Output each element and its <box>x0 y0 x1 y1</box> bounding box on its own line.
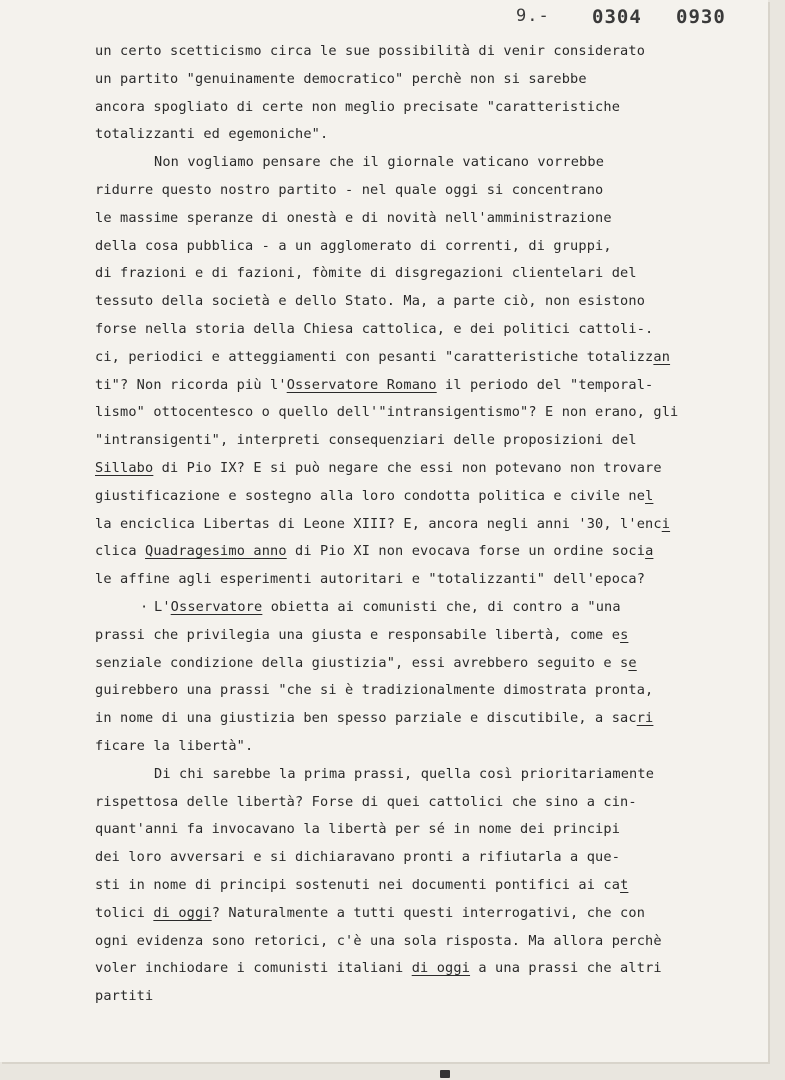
line-text: tessuto della società e dello Stato. Ma, a parte ciò, non esistono <box>95 293 646 310</box>
text-line <box>95 455 763 483</box>
text-line <box>95 622 763 650</box>
text-line <box>95 94 763 122</box>
archive-code-a: 0304 <box>592 6 642 28</box>
line-text: un certo scetticismo circa le sue possibilità di venir considerato <box>95 43 646 59</box>
text-line <box>95 316 763 344</box>
line-text: "intransigenti", interpreti consequenziari delle proposizioni del <box>95 432 637 449</box>
line-text: ficare la libertà". <box>95 737 254 754</box>
line-text: voler inchiodare i comunisti italiani di oggi a una prassi che altri <box>95 960 662 977</box>
line-text: un partito "genuinamente democratico" perchè non si sarebbe <box>95 70 587 87</box>
text-line <box>95 344 763 372</box>
line-text: L'Osservatore obietta ai comunisti che, di contro a "una <box>154 598 621 615</box>
text-line <box>95 233 763 261</box>
line-text: lismo" ottocentesco o quello dell'"intransigentismo"? E non erano, gli <box>95 404 679 421</box>
text-line <box>95 789 763 817</box>
text-line <box>95 566 763 594</box>
line-text: ci, periodici e atteggiamenti con pesanti "caratteristiche totalizzan <box>95 348 671 365</box>
text-line <box>95 816 763 844</box>
margin-dot: · <box>140 598 149 615</box>
line-text: ridurre questo nostro partito - nel quale oggi si concentrano <box>95 181 604 198</box>
line-text: prassi che privilegia una giusta e responsabile libertà, come es <box>95 626 629 643</box>
text-line <box>95 205 763 233</box>
line-text: guirebbero una prassi "che si è tradizionalmente dimostrata pronta, <box>95 682 654 699</box>
line-text: in nome di una giustizia ben spesso parziale e discutibile, a sacri <box>95 710 654 727</box>
line-text: clica Quadragesimo anno di Pio XI non evocava forse un ordine socia <box>95 543 654 560</box>
line-text: le massime speranze di onestà e di novità nell'amministrazione <box>95 209 612 226</box>
text-line <box>95 66 763 94</box>
line-text: forse nella storia della Chiesa cattolica, e dei politici cattoli-. <box>95 320 654 337</box>
line-text: quant'anni fa invocavano la libertà per sé in nome dei principi <box>95 821 621 838</box>
text-line <box>95 900 763 928</box>
text-line <box>95 761 763 789</box>
text-line <box>95 260 763 288</box>
text-line <box>95 427 763 455</box>
line-text: la enciclica Libertas di Leone XIII? E, ancora negli anni '30, l'enci <box>95 515 671 532</box>
text-line <box>95 650 763 678</box>
text-line <box>95 594 763 622</box>
text-line <box>95 983 763 1011</box>
line-text: partiti <box>95 988 154 1005</box>
line-text: ancora spogliato di certe non meglio precisate "caratteristiche <box>95 98 621 115</box>
line-text: Di chi sarebbe la prima prassi, quella così prioritariamente <box>154 765 655 782</box>
text-line <box>95 733 763 761</box>
text-line <box>95 288 763 316</box>
page-number: 9.- <box>516 6 550 26</box>
line-text: totalizzanti ed egemoniche". <box>95 126 329 143</box>
text-line <box>95 483 763 511</box>
line-text: senziale condizione della giustizia", essi avrebbero seguito e se <box>95 654 637 671</box>
line-text: Sillabo di Pio IX? E si può negare che essi non potevano non trovare <box>95 459 662 476</box>
text-line <box>95 844 763 872</box>
line-text: ogni evidenza sono retorici, c'è una sola risposta. Ma allora perchè <box>95 932 662 949</box>
line-text: giustificazione e sostegno alla loro condotta politica e civile nel <box>95 487 654 504</box>
line-text: le affine agli esperimenti autoritari e "totalizzanti" dell'epoca? <box>95 571 646 588</box>
line-text: tolici di oggi? Naturalmente a tutti questi interrogativi, che con <box>95 904 646 921</box>
text-line <box>95 928 763 956</box>
line-text: ti"? Non ricorda più l'Osservatore Romano il periodo del "temporal- <box>95 376 654 393</box>
archive-code-b: 0930 <box>676 6 726 28</box>
text-line <box>95 872 763 900</box>
text-line <box>95 38 763 66</box>
text-line <box>95 705 763 733</box>
line-text: Non vogliamo pensare che il giornale vaticano vorrebbe <box>154 154 605 171</box>
text-line <box>95 399 763 427</box>
text-line <box>95 538 763 566</box>
line-text: della cosa pubblica - a un agglomerato di correnti, di gruppi, <box>95 237 612 254</box>
text-line <box>95 511 763 539</box>
line-text: sti in nome di principi sostenuti nei documenti pontifici ai cat <box>95 876 629 893</box>
line-text: dei loro avversari e si dichiaravano pronti a rifiutarla a que- <box>95 849 621 866</box>
text-line <box>95 177 763 205</box>
body-text <box>95 38 763 1011</box>
line-text: rispettosa delle libertà? Forse di quei cattolici che sino a cin- <box>95 793 637 810</box>
text-line <box>95 149 763 177</box>
text-line <box>95 677 763 705</box>
line-text: di frazioni e di fazioni, fòmite di disgregazioni clientelari del <box>95 265 637 282</box>
text-line <box>95 121 763 149</box>
text-line <box>95 955 763 983</box>
text-line <box>95 372 763 400</box>
scan-mark <box>440 1070 450 1078</box>
